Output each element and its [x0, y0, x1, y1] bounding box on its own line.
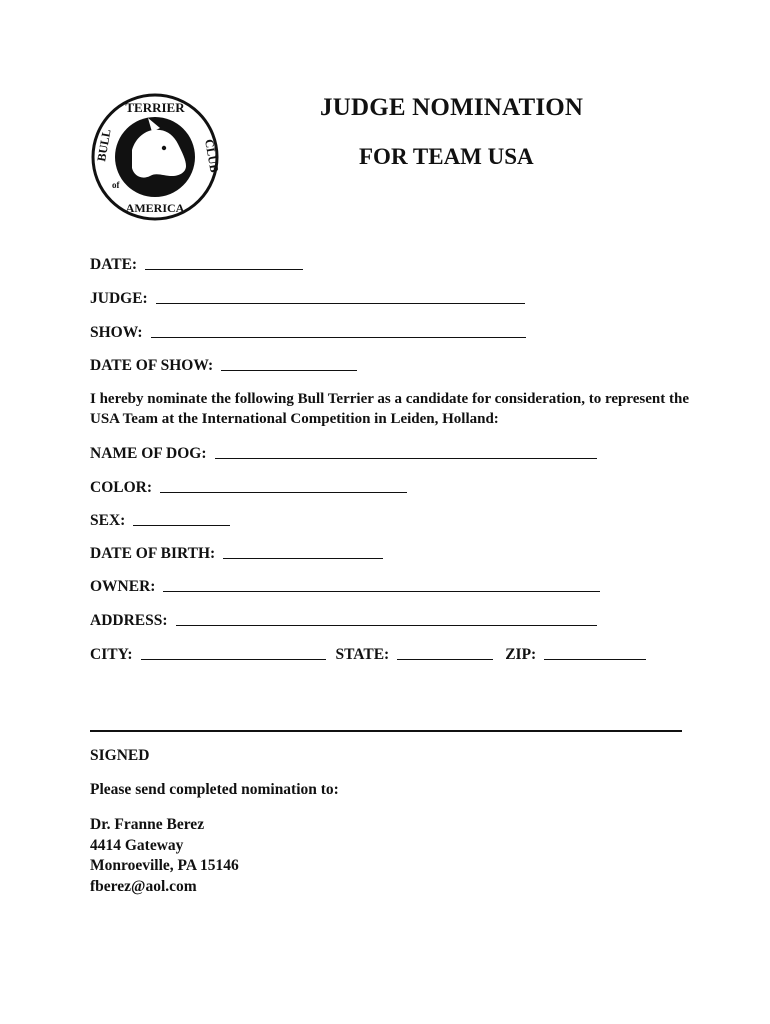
date-of-show-label: DATE OF SHOW: [90, 357, 214, 374]
sex-label: SEX: [90, 512, 126, 529]
name-of-dog-field[interactable] [215, 457, 597, 459]
date-of-birth-field[interactable] [223, 557, 383, 559]
city-label: CITY: [90, 646, 133, 663]
name-of-dog-label: NAME OF DOG: [90, 445, 207, 462]
color-field[interactable] [160, 491, 407, 493]
owner-label: OWNER: [90, 578, 156, 595]
date-field[interactable] [145, 268, 303, 270]
logo-of-text: of [112, 180, 120, 190]
logo-left-text: BULL [94, 127, 114, 163]
signed-label: SIGNED [90, 747, 150, 764]
color-label: COLOR: [90, 479, 152, 496]
state-field[interactable] [397, 658, 493, 660]
page-title: JUDGE NOMINATION [320, 94, 584, 121]
judge-field[interactable] [156, 302, 525, 304]
recipient-street: 4414 Gateway [90, 836, 184, 854]
signature-line[interactable] [90, 730, 682, 732]
address-field[interactable] [176, 624, 597, 626]
page-subtitle: FOR TEAM USA [359, 144, 534, 169]
sex-field[interactable] [133, 524, 230, 526]
show-field[interactable] [151, 336, 526, 338]
show-label: SHOW: [90, 324, 143, 341]
city-field[interactable] [141, 658, 326, 660]
city-state-zip-row [90, 644, 646, 664]
state-label: STATE: [335, 646, 390, 663]
judge-label: JUDGE: [90, 290, 148, 307]
recipient-email[interactable]: fberez@aol.com [90, 877, 197, 895]
address-label: ADDRESS: [90, 612, 168, 629]
name-of-dog-row [90, 443, 597, 463]
bull-terrier-club-logo [90, 92, 220, 222]
date-of-show-field[interactable] [221, 369, 357, 371]
logo-top-text: TERRIER [125, 100, 185, 115]
date-of-birth-row [90, 543, 383, 563]
logo-right-text: CLUB [202, 138, 220, 174]
address-row [90, 610, 597, 630]
recipient-address [90, 815, 239, 897]
date-of-birth-label: DATE OF BIRTH: [90, 545, 216, 562]
zip-label: ZIP: [505, 646, 537, 663]
zip-field[interactable] [544, 658, 646, 660]
date-label: DATE: [90, 256, 138, 273]
owner-row [90, 576, 600, 596]
nomination-statement: I hereby nominate the following Bull Terrier as a candidate for consideration, to represent the USA Team at the International Competition in Leiden, Holland: [90, 391, 690, 427]
judge-row [90, 288, 525, 308]
sex-row [90, 510, 230, 530]
send-to-label: Please send completed nomination to: [90, 781, 339, 798]
owner-field[interactable] [163, 590, 600, 592]
recipient-city-state-zip: Monroeville, PA 15146 [90, 857, 239, 874]
logo-bottom-text: AMERICA [125, 201, 185, 215]
recipient-name: Dr. Franne Berez [90, 816, 205, 833]
color-row [90, 477, 407, 497]
show-row [90, 322, 526, 342]
date-of-show-row [90, 355, 357, 375]
date-row [90, 254, 303, 274]
